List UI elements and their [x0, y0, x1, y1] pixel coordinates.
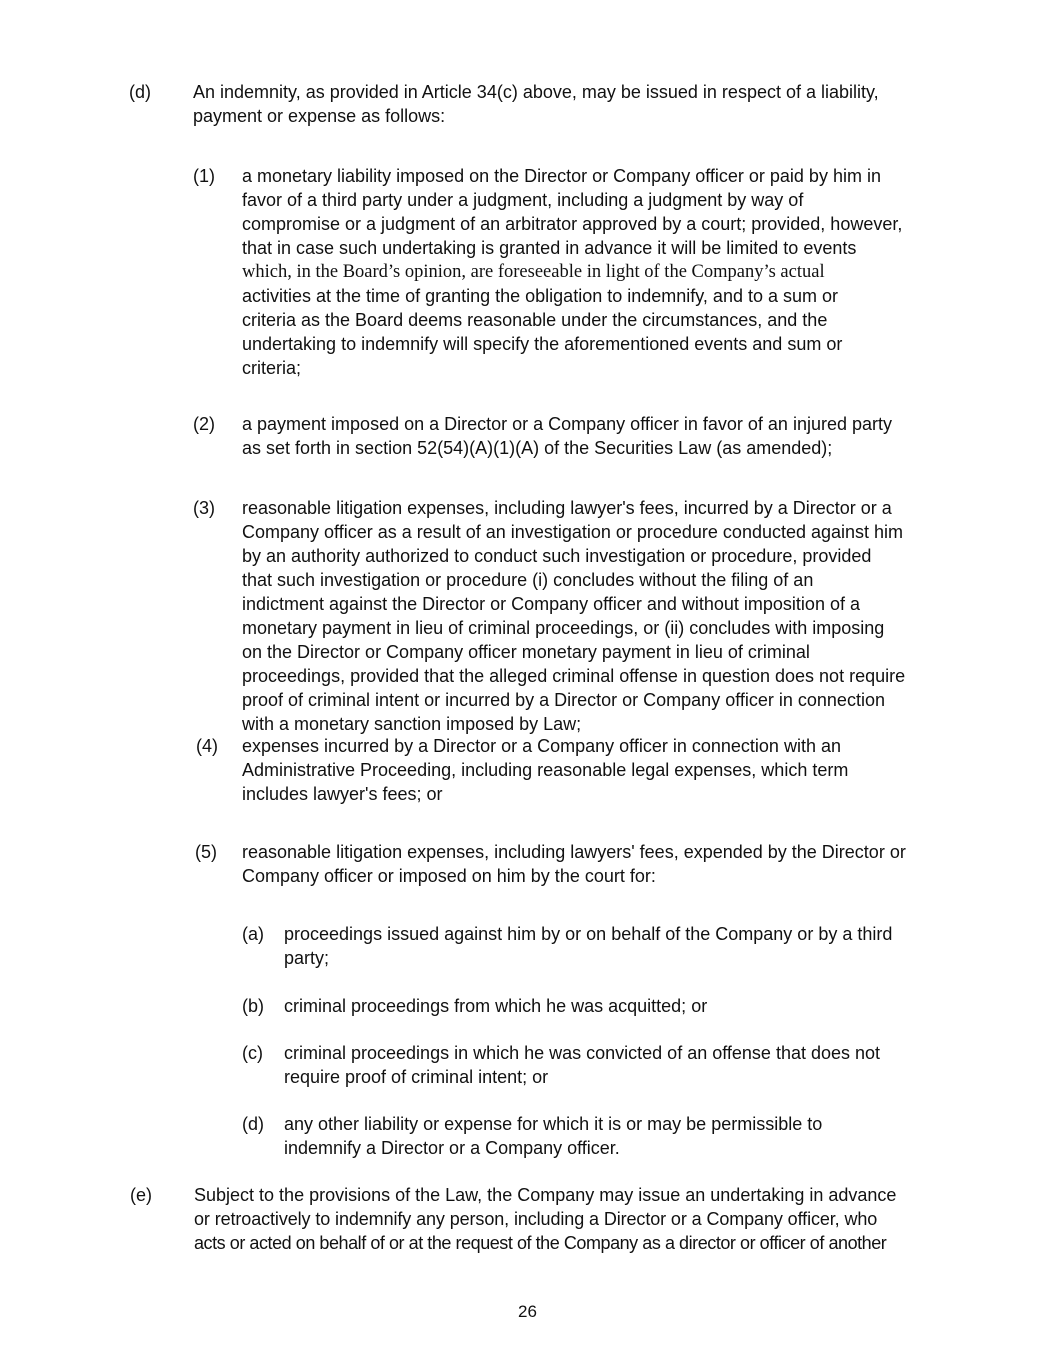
- item-label: (5): [195, 842, 217, 862]
- subitem-label: (b): [242, 996, 264, 1016]
- page-number: 26: [518, 1302, 537, 1321]
- text-line: proceedings issued against him by or on behalf of the Company or by a third: [284, 924, 893, 944]
- item-text: [242, 164, 902, 380]
- text-line: activities at the time of granting the obligation to indemnify, and to a sum or: [242, 286, 838, 306]
- text-line: Subject to the provisions of the Law, the Company may issue an undertaking in advance: [194, 1185, 897, 1205]
- text-line: criminal proceedings in which he was convicted of an offense that does not: [284, 1043, 881, 1063]
- text-line: criteria as the Board deems reasonable under the circumstances, and the: [242, 310, 828, 330]
- subitem-text: [284, 1041, 880, 1089]
- subitem-text: [284, 1112, 822, 1160]
- text-line: require proof of criminal intent; or: [284, 1067, 549, 1087]
- text-line: Company officer as a result of an investigation or procedure conducted against him: [242, 522, 904, 542]
- item-label: (1): [193, 166, 215, 186]
- item-text: [242, 840, 906, 888]
- text-line: proof of criminal intent or incurred by a Director or Company officer in connection: [242, 690, 885, 710]
- text-line: Administrative Proceeding, including reasonable legal expenses, which term: [242, 760, 849, 780]
- subitem-label: (a): [242, 924, 264, 944]
- item-label: (3): [193, 498, 215, 518]
- text-line: with a monetary sanction imposed by Law;: [242, 714, 582, 734]
- text-line: a payment imposed on a Director or a Company officer in favor of an injured party: [242, 414, 892, 434]
- text-line: favor of a third party under a judgment, including a judgment by way of: [242, 190, 804, 210]
- section-text: [193, 80, 879, 128]
- section-label: (d): [129, 82, 151, 102]
- text-line: monetary payment in lieu of criminal proceedings, or (ii) concludes with imposing: [242, 618, 885, 638]
- section-label: (e): [130, 1185, 152, 1205]
- subitem-text: [284, 922, 892, 970]
- text-line: a monetary liability imposed on the Director or Company officer or paid by him in: [242, 166, 881, 186]
- item-label: (2): [193, 414, 215, 434]
- text-line: or retroactively to indemnify any person, including a Director or a Company officer, who: [194, 1209, 878, 1229]
- text-line: proceedings, provided that the alleged criminal offense in question does not require: [242, 666, 906, 686]
- text-line: party;: [284, 948, 330, 968]
- text-line: An indemnity, as provided in Article 34(c) above, may be issued in respect of a liability,: [193, 82, 879, 102]
- section-text: [194, 1183, 936, 1255]
- text-line: that in case such undertaking is granted in advance it will be limited to events: [242, 238, 857, 258]
- text-line: reasonable litigation expenses, including lawyers' fees, expended by the Director or: [242, 842, 906, 862]
- text-line: indictment against the Director or Company officer and without imposition of a: [242, 594, 860, 614]
- text-line: includes lawyer's fees; or: [242, 784, 443, 804]
- text-line: payment or expense as follows:: [193, 106, 446, 126]
- text-line: by an authority authorized to conduct such investigation or procedure, provided: [242, 546, 872, 566]
- subitem-text: [284, 994, 707, 1018]
- text-line: undertaking to indemnify will specify the aforementioned events and sum or: [242, 334, 843, 354]
- item-text: [242, 496, 905, 736]
- text-line: reasonable litigation expenses, including lawyer's fees, incurred by a Director or a: [242, 498, 892, 518]
- item-text: [242, 412, 892, 460]
- text-line: compromise or a judgment of an arbitrator approved by a court; provided, however,: [242, 214, 903, 234]
- text-line: expenses incurred by a Director or a Company officer in connection with an: [242, 736, 841, 756]
- text-line: that such investigation or procedure (i) concludes without the filing of an: [242, 570, 814, 590]
- text-line: Company officer or imposed on him by the court for:: [242, 866, 656, 886]
- text-line: indemnify a Director or a Company officer.: [284, 1138, 620, 1158]
- text-line: acts or acted on behalf of or at the request of the Company as a director or officer of another: [194, 1233, 887, 1253]
- text-line: any other liability or expense for which it is or may be permissible to: [284, 1114, 823, 1134]
- item-text: [242, 734, 848, 806]
- subitem-label: (d): [242, 1114, 264, 1134]
- subitem-label: (c): [242, 1043, 263, 1063]
- text-line: on the Director or Company officer monetary payment in lieu of criminal: [242, 642, 810, 662]
- item-label: (4): [196, 736, 218, 756]
- text-line: which, in the Board’s opinion, are foreseeable in light of the Company’s actual: [242, 262, 825, 282]
- text-line: as set forth in section 52(54)(A)(1)(A) of the Securities Law (as amended);: [242, 438, 833, 458]
- text-line: criteria;: [242, 358, 302, 378]
- text-line: criminal proceedings from which he was acquitted; or: [284, 996, 708, 1016]
